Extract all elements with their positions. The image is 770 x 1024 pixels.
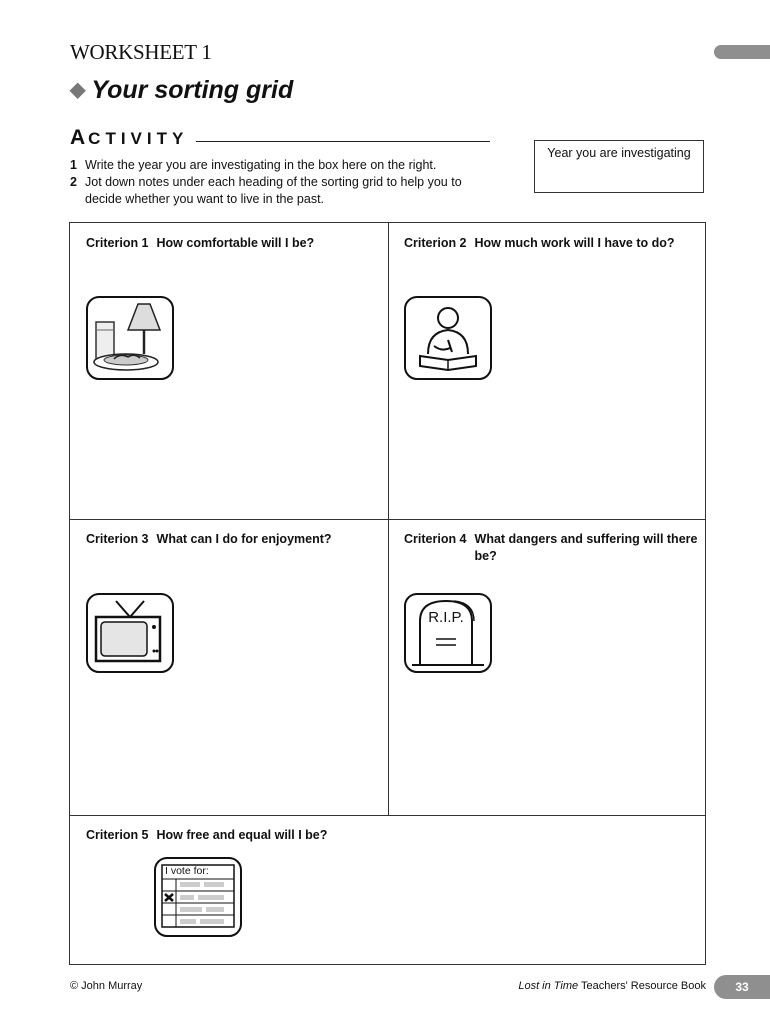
instruction-number: 1 — [70, 158, 77, 172]
criterion-question: How comfortable will I be? — [156, 236, 315, 250]
criterion-label: Criterion 1 — [86, 236, 149, 250]
criterion-5-heading — [86, 827, 486, 844]
book-credit — [518, 980, 706, 992]
criterion-3-heading — [86, 531, 381, 548]
year-input-box[interactable] — [534, 140, 704, 193]
criterion-question: What can I do for enjoyment? — [156, 532, 332, 546]
ballot-paper-icon — [154, 857, 242, 937]
activity-heading-initial: A — [70, 126, 89, 149]
book-suffix: Teachers' Resource Book — [578, 980, 706, 992]
criterion-1-heading — [86, 235, 381, 252]
activity-heading-rest: CTIVITY — [88, 129, 189, 148]
criterion-label: Criterion 2 — [404, 236, 467, 250]
criterion-1-cell[interactable] — [70, 223, 388, 519]
section-tab — [714, 45, 770, 59]
dinner-lamp-icon — [86, 296, 174, 380]
criterion-label: Criterion 3 — [86, 532, 149, 546]
criterion-question: How much work will I have to do? — [474, 236, 675, 250]
criterion-question: What dangers and suffering will there be? — [474, 532, 698, 563]
instruction-text: Write the year you are investigating in the box here on the right. — [85, 158, 437, 172]
year-box-label: Year you are investigating — [547, 146, 691, 160]
criterion-5-cell[interactable] — [70, 815, 706, 965]
criterion-3-cell[interactable] — [70, 519, 388, 815]
person-writing-icon — [404, 296, 492, 380]
page-title — [70, 76, 293, 105]
criterion-4-heading — [404, 531, 699, 565]
criterion-2-cell[interactable] — [388, 223, 706, 519]
instruction-item — [70, 157, 500, 174]
instructions-list — [70, 157, 500, 208]
gravestone-text: R.I.P. — [428, 609, 464, 626]
television-icon — [86, 593, 174, 673]
copyright: © John Murray — [70, 980, 143, 992]
ballot-text: I vote for: — [165, 865, 209, 877]
criterion-label: Criterion 5 — [86, 828, 149, 842]
diamond-icon: ◆ — [70, 79, 86, 101]
criterion-label: Criterion 4 — [404, 532, 467, 546]
sorting-grid — [69, 222, 706, 965]
criterion-4-cell[interactable] — [388, 519, 706, 815]
worksheet-label: WORKSHEET 1 — [70, 40, 212, 64]
instruction-number: 2 — [70, 175, 77, 189]
criterion-question: How free and equal will I be? — [156, 828, 328, 842]
gravestone-icon — [404, 593, 492, 673]
activity-rule — [196, 141, 490, 142]
instruction-item — [70, 174, 500, 208]
instruction-text: Jot down notes under each heading of the sorting grid to help you to decide whether you want to live in the past. — [85, 175, 462, 206]
page-title-text: Your sorting grid — [91, 76, 294, 104]
page-number: 33 — [714, 975, 770, 999]
criterion-2-heading — [404, 235, 694, 252]
activity-heading — [70, 126, 188, 150]
book-title: Lost in Time — [518, 980, 579, 992]
